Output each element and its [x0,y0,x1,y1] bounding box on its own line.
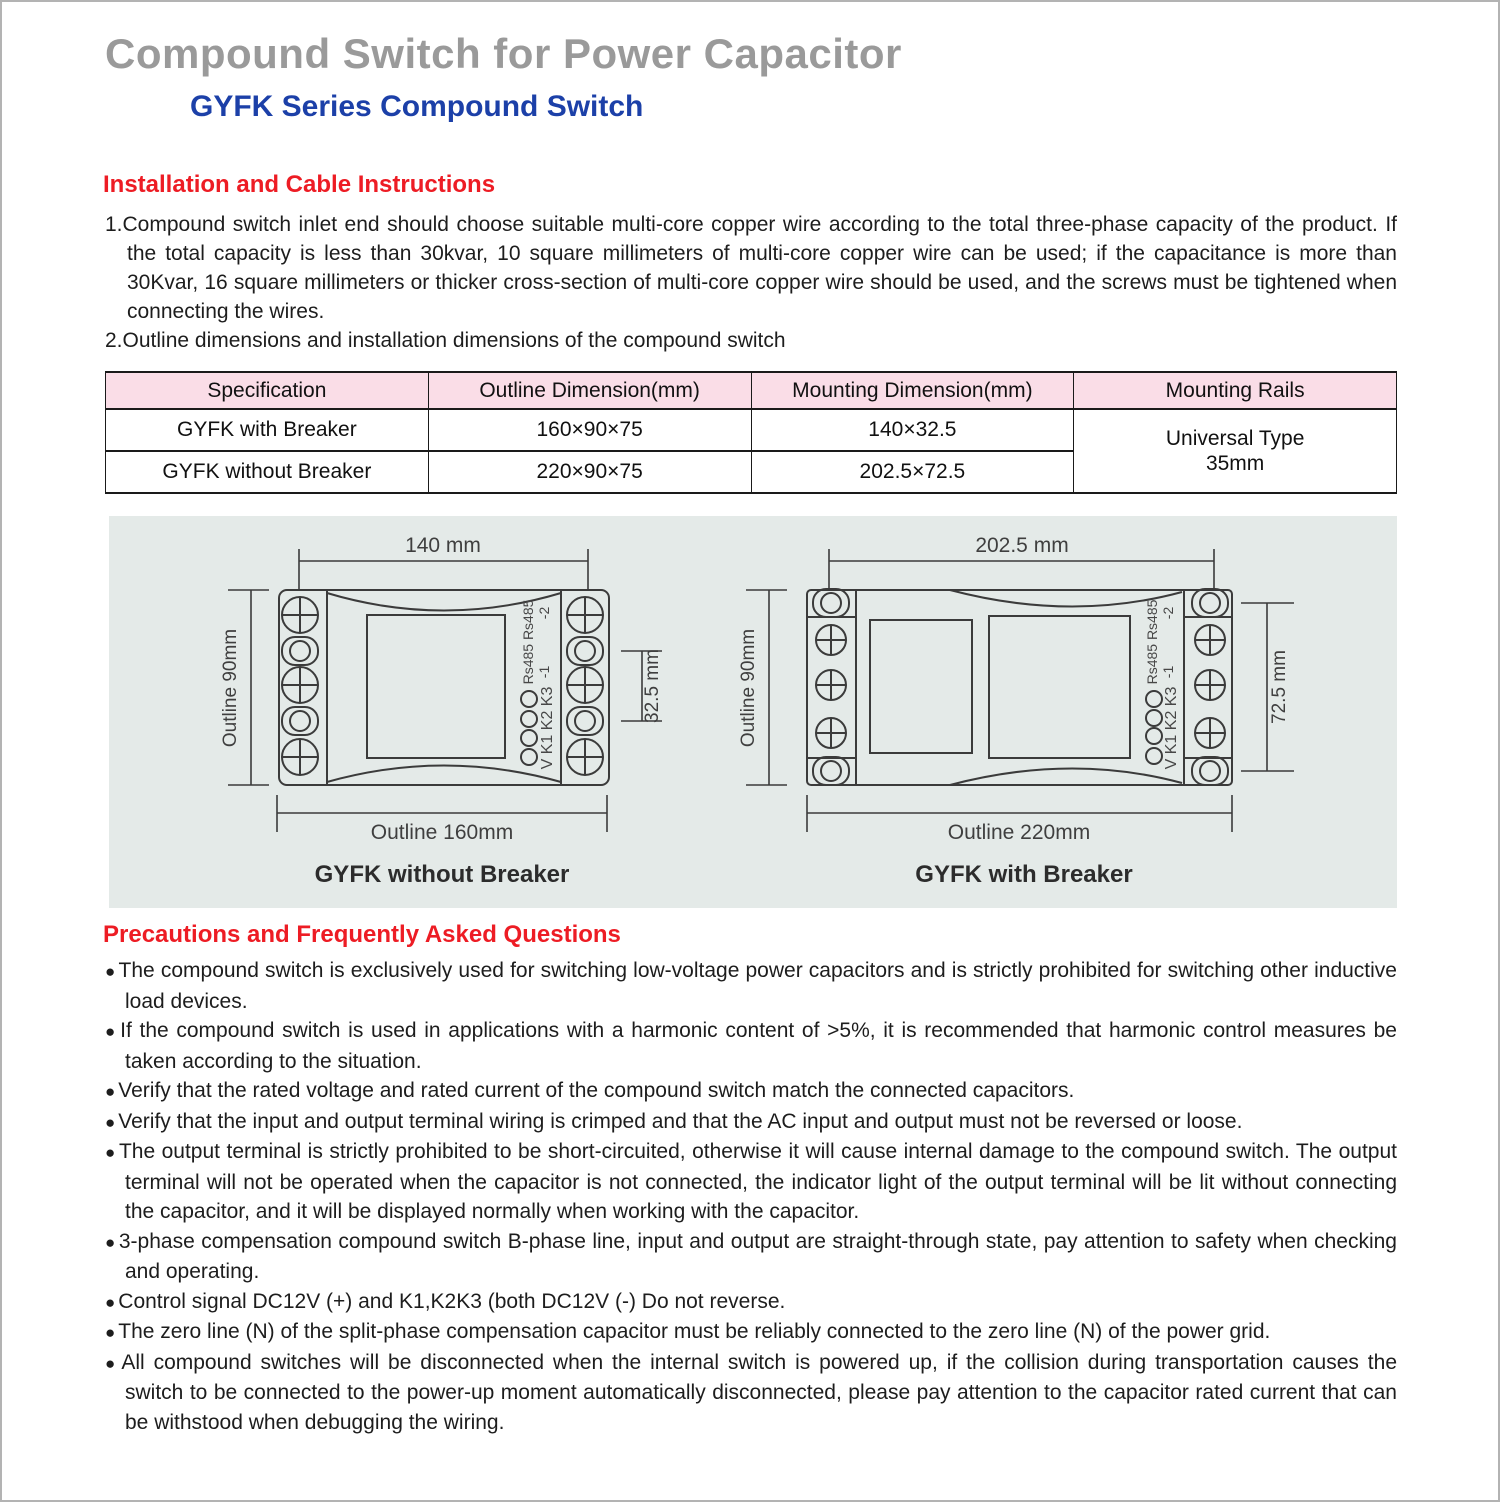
mounting-rails-line1: Universal Type [1165,427,1305,450]
precaution-text: The compound switch is exclusively used for switching low-voltage power capacitors and is strictly prohibited for switching other inductive load devices. [118,959,1397,1013]
mounting-width-dim: 140 mm [405,534,481,557]
list-item [105,1107,1397,1138]
list-item [105,1227,1397,1287]
rs485-label: Rs485 Rs485 [520,599,536,685]
screw-icon [816,670,846,700]
col-mounting-rails: Mounting Rails [1074,372,1397,409]
cell-spec-with-breaker: GYFK with Breaker [106,409,429,451]
item-1-marker: 1. [105,213,123,236]
col-outline-dimension: Outline Dimension(mm) [428,372,751,409]
col-specification: Specification [106,372,429,409]
precautions-list [105,956,1397,1437]
vk-terminal-labels: V K1 K2 K3 [539,686,556,770]
dimension-diagrams-panel [109,516,1397,908]
screw-icon [282,667,318,703]
list-item [105,1287,1397,1318]
rs485-label: Rs485 Rs485 [1144,599,1160,685]
outline-width-dim: Outline 220mm [947,821,1091,844]
installation-item-1 [105,210,1397,326]
precaution-text: If the compound switch is used in applications with a harmonic content of >5%, it is recommended that harmonic control measures be taken according to the situation. [120,1019,1397,1073]
rs485-pin1-label: -1 [536,665,552,679]
item-2-marker: 2. [105,329,123,352]
vk-terminal-labels: V K1 K2 K3 [1163,686,1180,770]
bullet-icon: ● [105,1292,116,1312]
mounting-width-dim: 202.5 mm [975,534,1069,557]
precaution-text: 3-phase compensation compound switch B-phase line, input and output are straight-through state, pay attention to safety when checking and operating. [118,1229,1397,1283]
cell-mounting-without-breaker: 202.5×72.5 [751,451,1074,493]
precaution-text: The output terminal is strictly prohibited to be short-circuited, otherwise it will cause internal damage to the compound switch. The output terminal will not be operated when the capacitor is not connected, the indicator light of the output terminal will be lit without connecting the capacitor, and it will be displayed normally when working with the capacitor. [118,1140,1397,1223]
list-item [105,1137,1397,1227]
precaution-text: Verify that the rated voltage and rated current of the compound switch match the connected capacitors. [118,1079,1075,1102]
precaution-text: All compound switches will be disconnected when the internal switch is powered up, if the collision during transportation causes the switch to be connected to the power-up moment automatically disconnected, please pay attention to the capacitor rated current that can be withstood when debugging the wiring. [121,1350,1397,1434]
diagram-gyfk-with-breaker [738,534,1294,888]
screw-icon [567,597,603,633]
specification-table [105,371,1397,494]
bullet-icon: ● [105,1143,116,1162]
installation-heading: Installation and Cable Instructions [103,171,496,198]
mounting-rails-line2: 35mm [1205,452,1265,475]
list-item [105,956,1397,1016]
installation-instructions [105,210,1397,355]
screw-icon [282,597,318,633]
cell-outline-with-breaker: 160×90×75 [428,409,751,451]
precaution-text: Verify that the input and output terminal wiring is crimped and that the AC input and output must not be reversed or loose. [118,1109,1243,1133]
list-item [105,1016,1397,1076]
cell-outline-without-breaker: 220×90×75 [428,451,751,493]
screw-icon [1195,670,1225,700]
screw-icon [816,718,846,748]
screw-icon [816,625,846,655]
diagram-caption: GYFK with Breaker [915,861,1133,888]
screw-icon [1195,718,1225,748]
outline-height-dim: Outline 90mm [220,628,241,748]
diagram-caption: GYFK without Breaker [314,861,570,888]
rs485-pin1-label: -1 [1160,665,1176,679]
precautions-heading: Precautions and Frequently Asked Questions [103,921,621,948]
cell-spec-without-breaker: GYFK without Breaker [106,451,429,493]
bullet-icon: ● [105,1022,118,1041]
cell-mounting-rails [1074,409,1397,493]
outline-width-dim: Outline 160mm [370,821,514,844]
item-2-text: Outline dimensions and installation dimensions of the compound switch [122,329,786,352]
mounting-height-dim: 32.5 mm [642,649,663,723]
list-item [105,1317,1397,1348]
list-item [105,1076,1397,1107]
mounting-height-dim: 72.5 mm [1269,650,1290,724]
bullet-icon: ● [105,1323,116,1342]
precaution-text: The zero line (N) of the split-phase compensation capacitor must be reliably connected to the zero line (N) of the power grid. [118,1320,1271,1343]
cell-mounting-with-breaker: 140×32.5 [751,409,1074,451]
installation-item-2 [105,326,1397,355]
screw-icon [567,739,603,775]
bullet-icon: ● [105,1232,116,1252]
bullet-icon: ● [105,962,116,981]
screw-icon [1195,625,1225,655]
page-title: Compound Switch for Power Capacitor [105,30,902,77]
dimension-diagrams [109,516,1397,908]
rs485-pin2-label: -2 [536,606,552,620]
spec-table-header-row [106,372,1397,409]
bullet-icon: ● [105,1353,119,1373]
item-1-text: Compound switch inlet end should choose suitable multi-core copper wire according to the total three-phase capacity of the product. If the total capacity is less than 30kvar, 10 square millimeters of multi-core copper wire can be used; if the capacitance is more than 30Kvar, 16 square millimeters or thicker cross-section of multi-core copper wire should be used, and the screws must be tightened when connecting the wires. [122,213,1397,323]
precaution-text: Control signal DC12V (+) and K1,K2K3 (both DC12V (-) Do not reverse. [118,1289,786,1313]
screw-icon [282,739,318,775]
diagram-gyfk-without-breaker [220,534,663,888]
bullet-icon: ● [105,1082,116,1101]
outline-height-dim: Outline 90mm [738,628,759,748]
page-subtitle: GYFK Series Compound Switch [190,90,644,123]
table-row [106,409,1397,451]
col-mounting-dimension: Mounting Dimension(mm) [751,372,1074,409]
screw-icon [567,667,603,703]
list-item [105,1348,1397,1438]
rs485-pin2-label: -2 [1160,606,1176,620]
device-outline [279,590,609,785]
bullet-icon: ● [105,1112,116,1132]
